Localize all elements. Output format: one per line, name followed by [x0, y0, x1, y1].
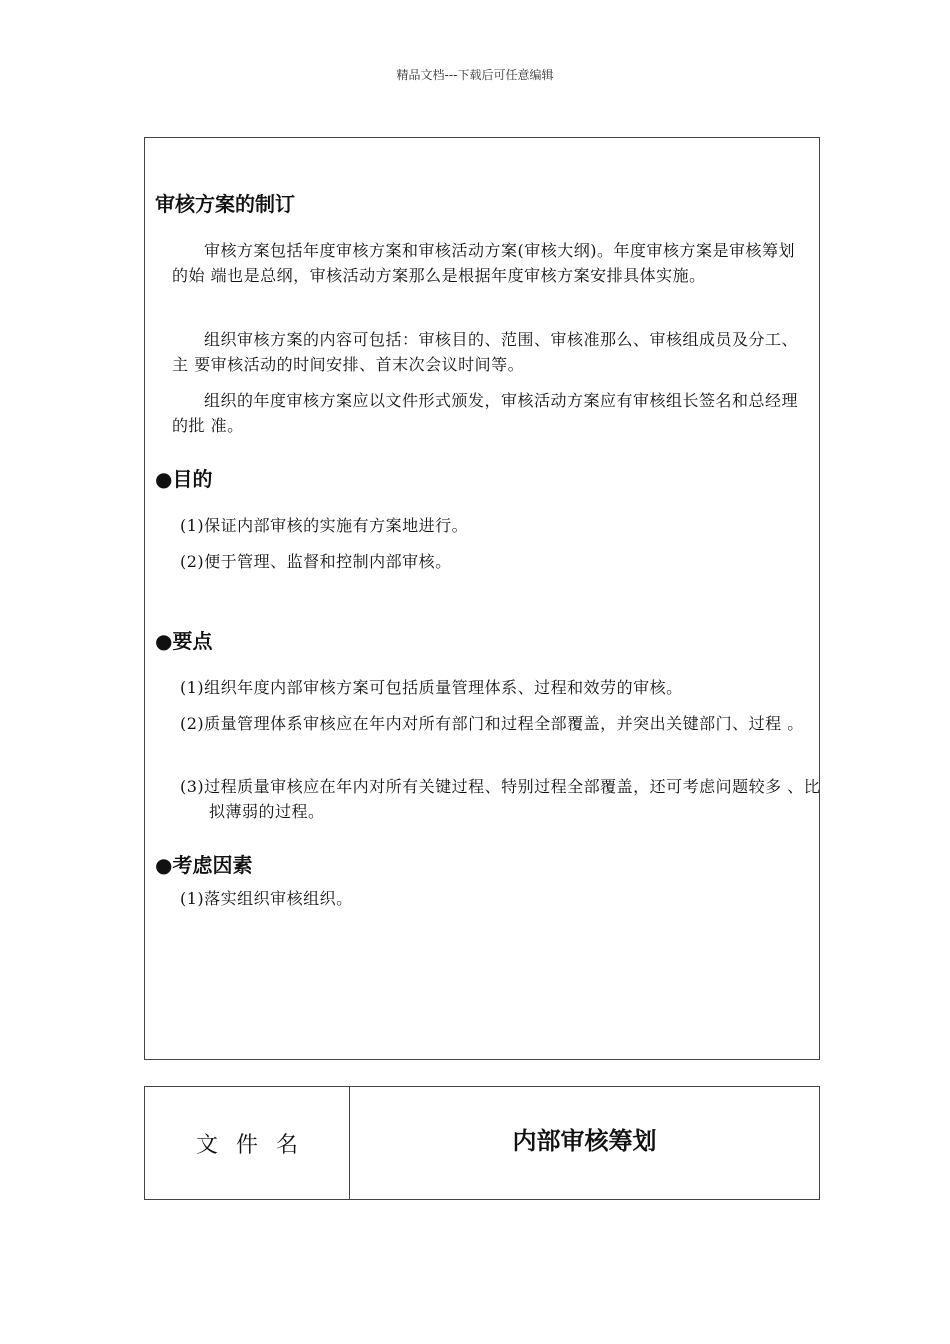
keypoint-item-3: (3)过程质量审核应在年内对所有关键过程、特别过程全部覆盖，还可考虑问题较多 、比拟薄弱的过程。 [180, 777, 821, 821]
factors-heading: ●考虑因素 [155, 853, 253, 877]
section-title: 审核方案的制订 [155, 192, 295, 216]
purpose-item-2: (2)便于管理、监督和控制内部审核。 [180, 552, 452, 571]
keypoint-item-1: (1)组织年度内部审核方案可包括质量管理体系、过程和效劳的审核。 [180, 678, 683, 697]
paragraph-3: 组织的年度审核方案应以文件形式颁发，审核活动方案应有审核组长签名和总经理的批 准。 [172, 391, 799, 435]
document-name-table [144, 1086, 820, 1200]
keypoint-item-2: (2)质量管理体系审核应在年内对所有部门和过程全部覆盖，并突出关键部门、过程 。 [180, 714, 804, 733]
document-name-value: 内部审核筹划 [512, 1127, 657, 1155]
factor-item-1: (1)落实组织审核组织。 [180, 889, 353, 908]
keypoints-heading: ●要点 [155, 629, 213, 653]
paragraph-2: 组织审核方案的内容可包括：审核目的、范围、审核准那么、审核组成员及分工、主 要审核活动的时间安排、首末次会议时间等。 [172, 330, 799, 374]
purpose-heading: ●目的 [155, 467, 213, 491]
page-header: 精品文档---下载后可任意编辑 [396, 68, 554, 82]
paragraph-1: 审核方案包括年度审核方案和审核活动方案(审核大纲)。年度审核方案是审核筹划的始 端也是总纲，审核活动方案那么是根据年度审核方案安排具体实施。 [172, 241, 795, 285]
content-box [144, 137, 820, 1060]
purpose-item-1: (1)保证内部审核的实施有方案地进行。 [180, 516, 469, 535]
document-name-label: 文件名 [145, 1087, 350, 1199]
